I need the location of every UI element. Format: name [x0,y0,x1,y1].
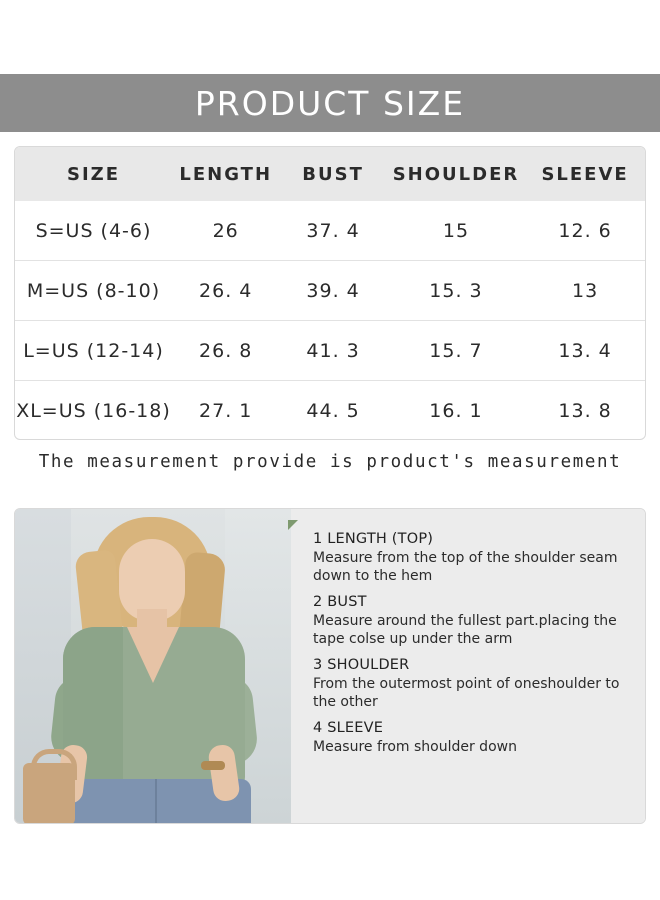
measurement-title: 1 LENGTH (TOP) [313,531,434,547]
measurement-item-bust [313,594,627,649]
measurement-note: The measurement provide is product's measurement [38,452,622,472]
cell-sleeve: 13. 8 [525,381,645,441]
measurement-guide-card [14,508,646,824]
cell-size: S=US (4-6) [35,219,152,242]
column-header-length: LENGTH [172,147,279,201]
table-row [15,201,645,261]
handbag [23,763,75,823]
measurement-description: Measure around the fullest part.placing the tape colse up under the arm [313,612,617,648]
measurement-title: 3 SHOULDER [313,656,410,673]
cell-shoulder: 15 [442,219,470,242]
cell-shoulder: 15. 7 [387,321,525,381]
cell-length: 26 [212,219,239,242]
cell-bust: 37. 4 [306,219,360,242]
model-bracelet [201,761,225,770]
cell-length: 27. 1 [172,381,279,441]
table-row [15,381,645,441]
measurement-item-shoulder [313,657,627,712]
cell-sleeve: 13 [525,261,645,321]
size-table [15,147,645,440]
model-photo [15,509,291,823]
size-table-body [15,201,645,440]
cell-size: M=US (8-10) [15,261,172,321]
cell-bust: 39. 4 [279,261,386,321]
column-header-shoulder: SHOULDER [387,147,525,201]
cell-bust: 44. 5 [279,381,386,441]
cell-size: XL=US (16-18) [15,381,172,441]
measurement-item-sleeve [313,720,627,756]
cell-sleeve: 12. 6 [558,219,612,242]
size-table-card [14,146,646,440]
cell-size: L=US (12-14) [15,321,172,381]
measurement-description: Measure from shoulder down [313,738,517,755]
cell-length: 26. 4 [172,261,279,321]
size-table-head [15,147,645,201]
measurement-item-length [313,531,627,586]
cell-length: 26. 8 [172,321,279,381]
model-jeans-seam [155,779,157,823]
measurement-description: Measure from the top of the shoulder seam down to the hem [313,550,618,585]
column-header-bust: BUST [279,147,386,201]
cell-bust: 41. 3 [279,321,386,381]
table-row [15,321,645,381]
cell-shoulder: 15. 3 [387,261,525,321]
measurement-title: 2 BUST [313,593,367,610]
page-title: PRODUCT SIZE [194,83,466,123]
header-banner [14,74,646,132]
measurement-description: From the outermost point of oneshoulder to the other [313,675,620,711]
measurement-instructions-panel [291,509,645,823]
measurement-title: 4 SLEEVE [313,719,384,736]
column-header-sleeve: SLEEVE [525,147,645,201]
table-header-row [15,147,645,201]
table-row [15,261,645,321]
column-header-size: SIZE [15,147,172,201]
cell-sleeve: 13. 4 [525,321,645,381]
cell-shoulder: 16. 1 [387,381,525,441]
